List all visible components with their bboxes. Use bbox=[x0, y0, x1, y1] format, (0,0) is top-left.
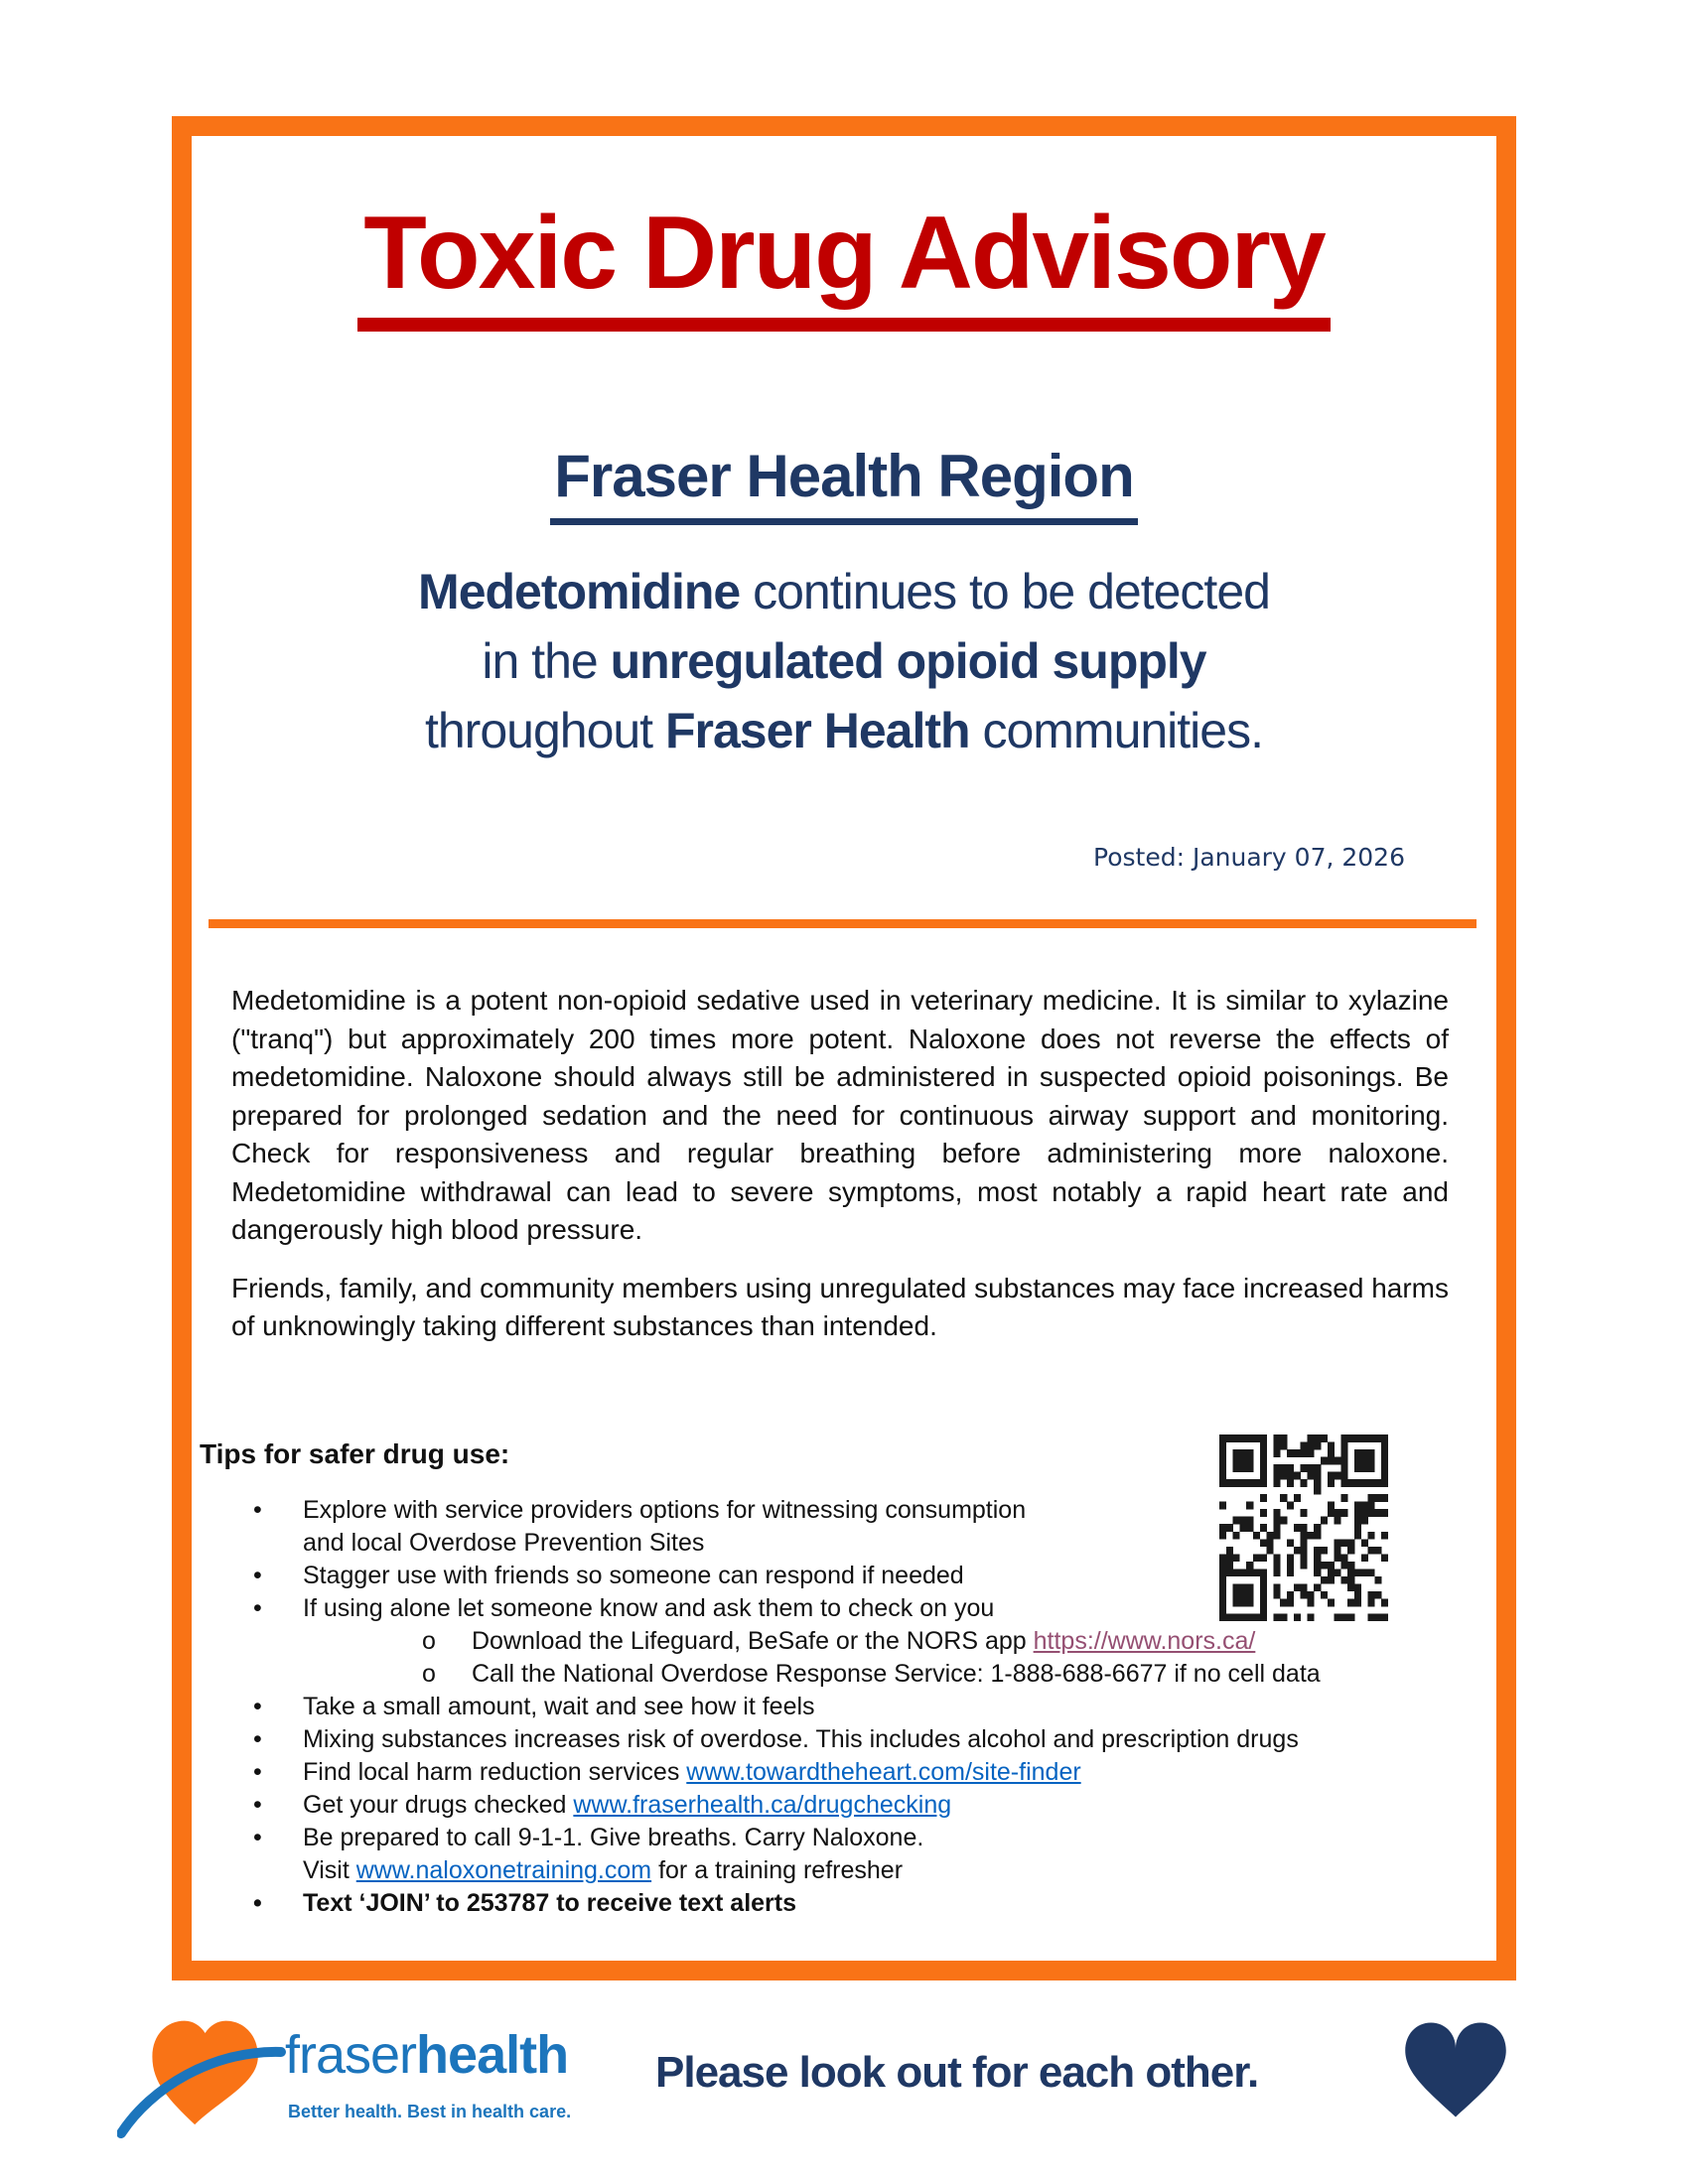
tips-heading: Tips for safer drug use: bbox=[200, 1438, 510, 1469]
divider-rule bbox=[209, 919, 1477, 928]
tip-item bbox=[192, 1822, 1486, 1854]
body-paragraphs bbox=[231, 982, 1449, 1346]
logo-word-bold: health bbox=[416, 2025, 569, 2085]
logo-heart-shape bbox=[152, 2021, 257, 2125]
text-segment: unregulated opioid supply bbox=[610, 633, 1206, 689]
headline-line bbox=[192, 626, 1496, 696]
bullet-marker: • bbox=[253, 1824, 262, 1851]
tip-item bbox=[192, 1789, 1486, 1822]
tip-item bbox=[192, 1756, 1486, 1789]
tip-sub-item bbox=[192, 1658, 1486, 1691]
posted-date: Posted: January 07, 2026 bbox=[1093, 843, 1405, 872]
link[interactable]: www.towardtheheart.com/site-finder bbox=[686, 1758, 1081, 1786]
text-segment: Get your drugs checked bbox=[303, 1791, 574, 1819]
headline bbox=[192, 557, 1496, 765]
text-segment: Download the Lifeguard, BeSafe or the NORS app bbox=[472, 1627, 1034, 1655]
fraser-health-logo-icon bbox=[117, 2012, 286, 2161]
text-segment: Call the National Overdose Response Service: 1-888-688-6677 if no cell data bbox=[472, 1660, 1321, 1688]
tip-item bbox=[192, 1887, 1486, 1920]
link[interactable]: https://www.nors.ca/ bbox=[1033, 1627, 1256, 1655]
text-segment: Medetomidine bbox=[418, 564, 741, 619]
tip-item bbox=[192, 1592, 1486, 1625]
text-segment: If using alone let someone know and ask them to check on you bbox=[303, 1594, 995, 1622]
advisory-frame bbox=[172, 116, 1516, 1980]
tip-item bbox=[192, 1691, 1486, 1723]
text-segment: and local Overdose Prevention Sites bbox=[303, 1529, 705, 1557]
logo-wordmark bbox=[285, 2025, 569, 2085]
logo-tagline: Better health. Best in health care. bbox=[288, 2102, 572, 2121]
text-segment: throughout bbox=[424, 703, 665, 758]
text-segment: Text ‘JOIN’ to 253787 to receive text alerts bbox=[303, 1889, 797, 1917]
headline-line bbox=[192, 696, 1496, 765]
bullet-marker: • bbox=[253, 1693, 262, 1720]
text-segment: Fraser Health bbox=[664, 703, 970, 758]
paragraph-2: Friends, family, and community members using unregulated substances may face increased harms of unknowingly taking different substances than intended. bbox=[231, 1272, 1449, 1341]
text-segment: communities. bbox=[969, 703, 1263, 758]
headline-line bbox=[192, 557, 1496, 626]
text-segment: for a training refresher bbox=[651, 1856, 904, 1884]
tip-item bbox=[192, 1723, 1486, 1756]
text-segment: Mixing substances increases risk of overdose. This includes alcohol and prescription drugs bbox=[303, 1725, 1299, 1753]
tip-item bbox=[192, 1494, 1486, 1527]
region-heading: Fraser Health Region bbox=[550, 442, 1138, 525]
link[interactable]: www.fraserhealth.ca/drugchecking bbox=[573, 1791, 952, 1819]
tip-sub-item bbox=[192, 1625, 1486, 1658]
advisory-title: Toxic Drug Advisory bbox=[357, 200, 1331, 332]
text-segment: Be prepared to call 9-1-1. Give breaths. Carry Naloxone. bbox=[303, 1824, 924, 1851]
tips-list bbox=[192, 1494, 1486, 1920]
paragraph-1: Medetomidine is a potent non-opioid sedative used in veterinary medicine. It is similar to xylazine ("tranq") but approximately 200 times more potent. Naloxone does not reverse the effects of medetomidine. Naloxone should always still be administered in suspected opioid poisonings. Be prepared for prolonged sedation and the need for continuous airway support and monitoring. Check for responsiveness and regular breathing before administering more naloxone. Medetomidine withdrawal can lead to severe symptoms, most notably a rapid heart rate and dangerously high blood pressure. bbox=[231, 985, 1449, 1245]
link[interactable]: www.naloxonetraining.com bbox=[355, 1856, 652, 1884]
text-segment: Take a small amount, wait and see how it feels bbox=[303, 1693, 815, 1720]
heart-icon bbox=[1402, 2018, 1509, 2121]
bullet-marker: • bbox=[253, 1562, 262, 1589]
tip-item bbox=[192, 1527, 1486, 1560]
logo-word-regular: fraser bbox=[285, 2025, 417, 2085]
bullet-marker: • bbox=[253, 1594, 262, 1622]
bullet-marker: • bbox=[253, 1889, 262, 1917]
bullet-marker: • bbox=[253, 1725, 262, 1753]
text-segment: Find local harm reduction services bbox=[303, 1758, 687, 1786]
bullet-marker: • bbox=[253, 1496, 262, 1524]
tip-item bbox=[192, 1854, 1486, 1887]
tip-item bbox=[192, 1560, 1486, 1592]
bullet-marker: o bbox=[422, 1660, 436, 1688]
bullet-marker: • bbox=[253, 1791, 262, 1819]
footer bbox=[0, 2000, 1688, 2184]
bullet-marker: • bbox=[253, 1758, 262, 1786]
text-segment: Stagger use with friends so someone can respond if needed bbox=[303, 1562, 964, 1589]
text-segment: continues to be detected bbox=[740, 564, 1270, 619]
text-segment: in the bbox=[482, 633, 611, 689]
bullet-marker: o bbox=[422, 1627, 436, 1655]
footer-message: Please look out for each other. bbox=[655, 2048, 1259, 2097]
text-segment: Explore with service providers options for witnessing consumption bbox=[303, 1496, 1027, 1524]
text-segment: Visit bbox=[303, 1856, 356, 1884]
